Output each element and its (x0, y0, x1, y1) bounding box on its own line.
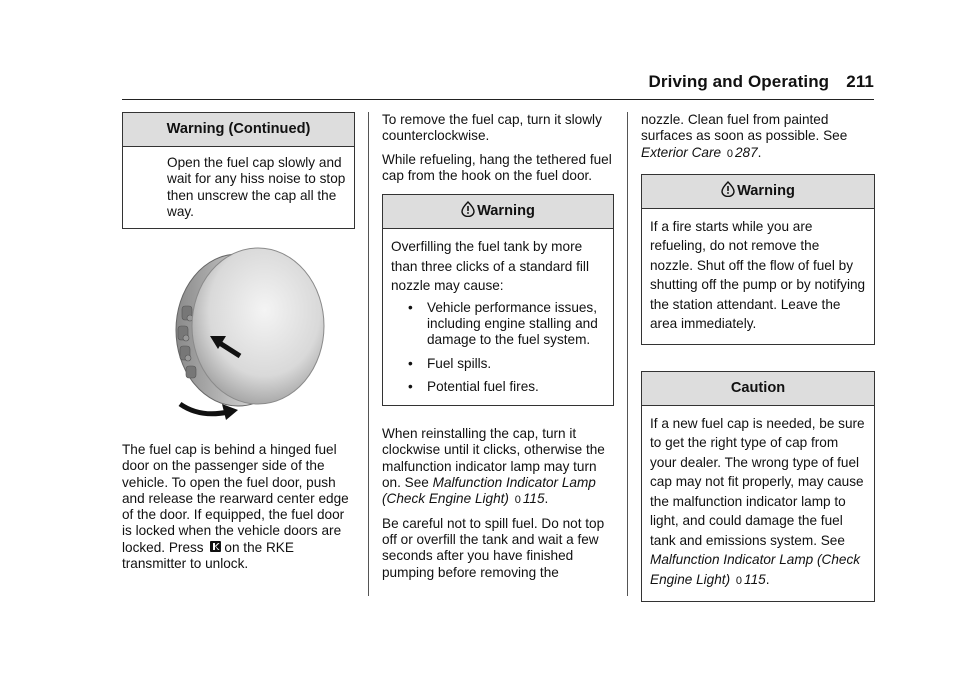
remove-cap-paragraph: To remove the fuel cap, turn it slowly counterclockwise. (382, 112, 602, 144)
overfill-warning-list (391, 300, 605, 395)
reinstall-cap-text: When reinstalling the cap, turn it clockwise until it clicks, otherwise the malfunction indicator lamp may turn on. See (382, 426, 605, 491)
period: . (765, 571, 770, 587)
fuel-cap-illustration (160, 246, 338, 436)
warning-continued-title: Warning (Continued) (123, 113, 354, 147)
column-divider-2 (627, 112, 628, 596)
page-ref-arrow: 0 (735, 574, 743, 587)
column-3 (641, 112, 875, 602)
column-2 (382, 112, 614, 588)
column-divider-1 (368, 112, 369, 596)
header-rule (122, 99, 874, 100)
page-ref-arrow: 0 (726, 147, 733, 160)
page-ref-arrow: 0 (514, 494, 521, 507)
fire-warning-text: If a fire starts while you are refueling, do not remove the nozzle. Shut off the flow of fuel by shutting off the pump or by notifying the station attendant. Leave the area immediately. (650, 218, 866, 332)
period: . (544, 491, 549, 507)
warning-continued-box (122, 112, 355, 229)
exterior-care-text: nozzle. Clean fuel from painted surfaces as soon as possible. See (641, 112, 848, 144)
column-1-text (122, 442, 355, 579)
fuel-door-text-a: The fuel cap is behind a hinged fuel door on the passenger side of the vehicle. To open the fuel door, push and release the rearward center edge of the door. If equipped, the fuel door is locked when the vehicle doors are locked. Press (122, 442, 349, 555)
caution-title: Caution (642, 372, 874, 406)
list-item: • Fuel spills. (391, 356, 605, 372)
overfill-warning-title: Warning (477, 203, 535, 220)
column-1 (122, 112, 355, 229)
warning-continued-text: Open the fuel cap slowly and wait for any hiss noise to stop then unscrew the cap all the way. (167, 155, 346, 219)
malfunction-lamp-link[interactable]: Malfunction Indicator Lamp (Check Engine Light) (382, 475, 596, 507)
spill-paragraph: Be careful not to spill fuel. Do not top off or overfill the tank and wait a few seconds after you have finished pumping before removing the (382, 515, 605, 580)
exterior-care-paragraph (641, 112, 875, 162)
fuel-door-paragraph (122, 442, 355, 572)
fuel-door-text-b: on the RKE transmitter to unlock. (122, 539, 294, 572)
rotate-arrow-icon (180, 404, 238, 420)
page-ref-number[interactable]: 287 (734, 144, 758, 160)
list-item: • Potential fuel fires. (391, 379, 605, 395)
page-header (122, 66, 874, 100)
warning-icon (721, 181, 735, 197)
fire-warning-box (641, 174, 875, 345)
page-ref-number[interactable]: 115 (522, 491, 545, 507)
page-title: Driving and Operating 211 (648, 72, 874, 91)
fire-warning-header (642, 175, 874, 209)
overfill-warning-header (383, 195, 613, 229)
exterior-care-link[interactable]: Exterior Care (641, 144, 722, 160)
warning-icon (461, 201, 475, 217)
overfill-warning-intro: Overfilling the fuel tank by more than three clicks of a standard fill nozzle may cause: (391, 239, 589, 294)
page-ref-number[interactable]: 115 (744, 571, 766, 587)
malfunction-lamp-link[interactable]: Malfunction Indicator Lamp (Check Engine Light) (650, 552, 861, 587)
overfill-warning-box (382, 194, 614, 406)
rke-unlock-key-icon (209, 540, 222, 553)
reinstall-cap-paragraph (382, 426, 614, 508)
caution-box (641, 371, 875, 603)
tethered-cap-paragraph: While refueling, hang the tethered fuel cap from the hook on the fuel door. (382, 151, 612, 183)
period: . (757, 144, 762, 160)
caution-body: If a new fuel cap is needed, be sure to get the right type of cap from your dealer. The wrong type of fuel cap may not fit properly, may cause the malfunction indicator lamp to light, and could damage the fuel tank and emissions system. See (650, 415, 865, 548)
fire-warning-title: Warning (737, 182, 795, 199)
caution-text (650, 414, 866, 592)
list-item: • Vehicle performance issues, including engine stalling and damage to the fuel system. (391, 300, 605, 349)
